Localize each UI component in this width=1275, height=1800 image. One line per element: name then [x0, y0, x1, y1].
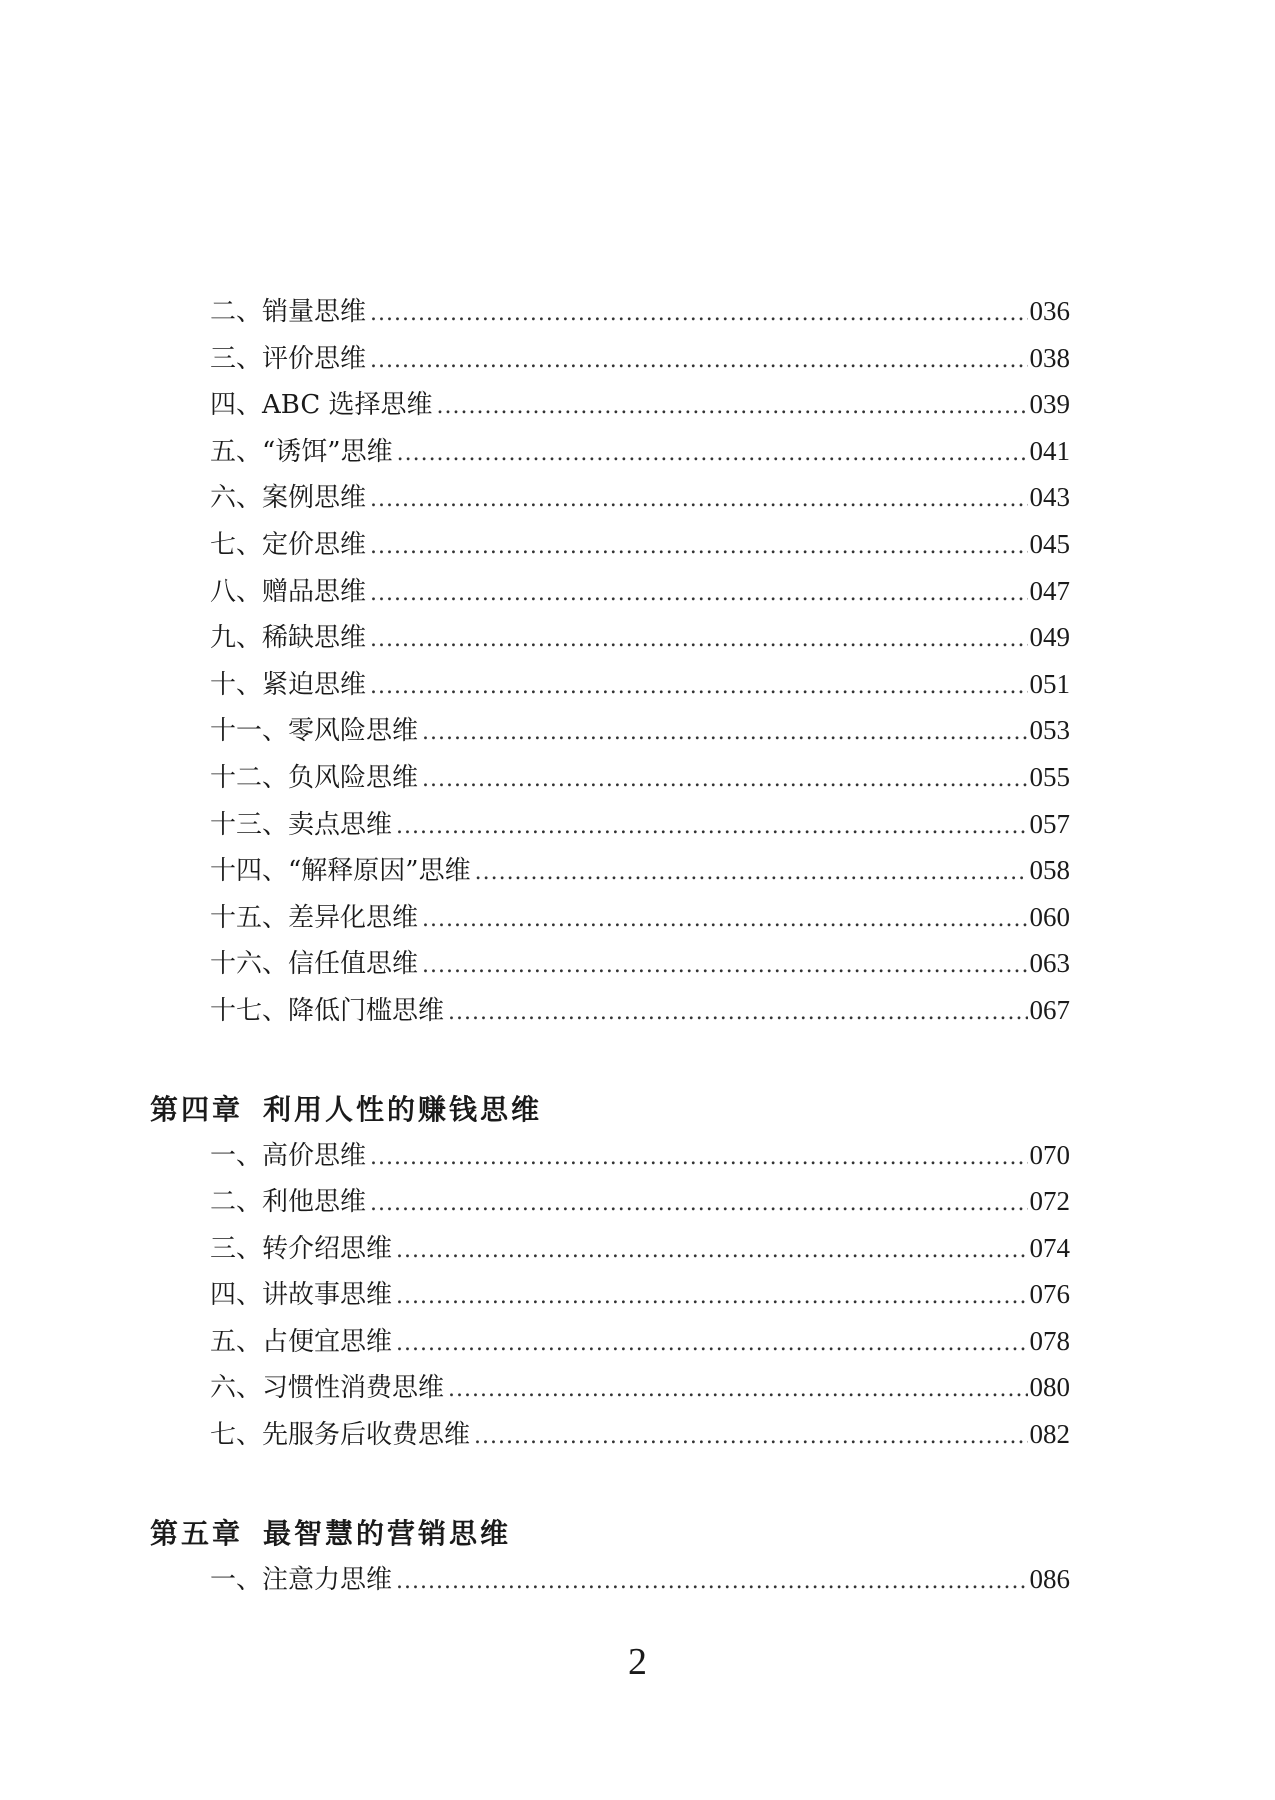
- dot-leader: [474, 1414, 1027, 1461]
- toc-entry[interactable]: [210, 754, 1070, 801]
- toc-entry-label: 三、转介绍思维: [210, 1233, 393, 1264]
- toc-entry[interactable]: [210, 707, 1070, 754]
- dot-leader: [370, 617, 1027, 664]
- toc-entry[interactable]: [210, 288, 1070, 335]
- toc-entry-page: 067: [1029, 994, 1070, 1025]
- toc-entry-page: 045: [1029, 528, 1070, 559]
- chapter-number: 第五章: [150, 1516, 244, 1550]
- page-number: 2: [628, 1641, 647, 1683]
- toc-entry[interactable]: [210, 1556, 1070, 1603]
- toc-entry[interactable]: [210, 335, 1070, 382]
- toc-entry[interactable]: [210, 1364, 1070, 1411]
- toc-entry-label: 十七、降低门槛思维: [210, 995, 445, 1026]
- toc-entry-label: 八、赠品思维: [210, 576, 367, 607]
- toc-entry-page: 055: [1029, 761, 1070, 792]
- toc-entry-page: 082: [1029, 1419, 1070, 1450]
- toc-entry-label: 七、先服务后收费思维: [210, 1420, 471, 1451]
- toc-entry[interactable]: [210, 1271, 1070, 1318]
- toc-entry-label: 十二、负风险思维: [210, 762, 419, 793]
- toc-entry-page: 036: [1029, 296, 1070, 326]
- toc-entry-page: 072: [1029, 1186, 1070, 1217]
- toc-entry-page: 053: [1029, 715, 1070, 746]
- dot-leader: [370, 477, 1027, 524]
- toc-entry-label: 五、“诱饵”思维: [210, 436, 393, 467]
- dot-leader: [370, 524, 1027, 571]
- toc-entry-label: 一、高价思维: [210, 1140, 367, 1171]
- toc-entry-page: 080: [1029, 1372, 1070, 1403]
- toc-entry[interactable]: [210, 1132, 1070, 1179]
- dot-leader: [396, 1559, 1027, 1606]
- toc-entry[interactable]: [210, 521, 1070, 568]
- toc-entry-label: 三、评价思维: [210, 343, 367, 374]
- dot-leader: [422, 897, 1027, 944]
- toc-entry-label: 六、习惯性消费思维: [210, 1373, 445, 1404]
- toc-entry[interactable]: [210, 987, 1070, 1034]
- toc-entry-page: 076: [1029, 1279, 1070, 1310]
- toc-entry[interactable]: [210, 894, 1070, 941]
- toc-entry-label: 七、定价思维: [210, 529, 367, 560]
- toc-entry-label: 二、销量思维: [210, 297, 367, 327]
- toc-entry-page: 058: [1029, 855, 1070, 886]
- dot-leader: [370, 571, 1027, 618]
- toc-entry[interactable]: [210, 1318, 1070, 1365]
- toc-entry-label: 十、紧迫思维: [210, 669, 367, 700]
- toc-entry-label: 十五、差异化思维: [210, 902, 419, 933]
- dot-leader: [422, 757, 1027, 804]
- toc-entry-page: 038: [1029, 342, 1070, 373]
- toc-entry[interactable]: [210, 614, 1070, 661]
- toc-entry-page: 043: [1029, 482, 1070, 513]
- toc-entry-page: 041: [1029, 435, 1070, 466]
- toc-entry-page: 047: [1029, 575, 1070, 606]
- dot-leader: [370, 1135, 1027, 1182]
- toc-entry-page: 063: [1029, 948, 1070, 979]
- dot-leader: [396, 804, 1027, 851]
- toc-entry-label: 九、稀缺思维: [210, 623, 367, 654]
- dot-leader: [370, 1181, 1027, 1228]
- dot-leader: [396, 1228, 1027, 1275]
- dot-leader: [370, 291, 1027, 338]
- toc-entry-page: 049: [1029, 622, 1070, 653]
- toc-entry-page: 074: [1029, 1232, 1070, 1263]
- dot-leader: [448, 990, 1027, 1037]
- dot-leader: [396, 1321, 1027, 1368]
- dot-leader: [422, 943, 1027, 990]
- chapter-heading: [150, 1512, 1070, 1556]
- toc-entry-label: 五、占便宜思维: [210, 1326, 393, 1357]
- chapter-title: 最智慧的营销思维: [263, 1516, 512, 1550]
- toc-entry-page: 060: [1029, 901, 1070, 932]
- toc-entry[interactable]: [210, 568, 1070, 615]
- toc-entry[interactable]: [210, 847, 1070, 894]
- toc-entry[interactable]: [210, 428, 1070, 475]
- toc-entry-page: 039: [1029, 389, 1070, 420]
- toc-entry-label: 六、案例思维: [210, 483, 367, 514]
- toc-entry[interactable]: [210, 1178, 1070, 1225]
- toc-entry-label: 四、ABC 选择思维: [210, 390, 433, 421]
- toc-entry-page: 078: [1029, 1325, 1070, 1356]
- toc-entry-label: 十一、零风险思维: [210, 716, 419, 747]
- dot-leader: [437, 384, 1028, 431]
- dot-leader: [422, 710, 1027, 757]
- dot-leader: [475, 850, 1028, 897]
- table-of-contents: [150, 288, 1070, 1602]
- chapter-number: 第四章: [150, 1092, 244, 1126]
- dot-leader: [370, 338, 1027, 385]
- toc-entry[interactable]: [210, 1225, 1070, 1272]
- toc-entry-page: 057: [1029, 808, 1070, 839]
- dot-leader: [397, 431, 1028, 478]
- chapter-title: 利用人性的赚钱思维: [263, 1092, 543, 1126]
- toc-entry[interactable]: [210, 381, 1070, 428]
- toc-entry-label: 二、利他思维: [210, 1187, 367, 1218]
- toc-entry-label: 四、讲故事思维: [210, 1280, 393, 1311]
- toc-entry[interactable]: [210, 1411, 1070, 1458]
- toc-entry-label: 十六、信任值思维: [210, 949, 419, 980]
- dot-leader: [448, 1367, 1027, 1414]
- chapter-heading: [150, 1088, 1070, 1132]
- toc-entry-label: 十三、卖点思维: [210, 809, 393, 840]
- toc-entry-label: 十四、“解释原因”思维: [210, 856, 471, 887]
- dot-leader: [370, 664, 1027, 711]
- toc-entry-page: 086: [1029, 1563, 1070, 1594]
- toc-entry-page: 051: [1029, 668, 1070, 699]
- toc-entry-label: 一、注意力思维: [210, 1564, 393, 1595]
- toc-entry[interactable]: [210, 474, 1070, 521]
- dot-leader: [396, 1274, 1027, 1321]
- toc-entry[interactable]: [210, 801, 1070, 848]
- toc-entry[interactable]: [210, 661, 1070, 708]
- toc-entry[interactable]: [210, 940, 1070, 987]
- toc-entry-page: 070: [1029, 1139, 1070, 1170]
